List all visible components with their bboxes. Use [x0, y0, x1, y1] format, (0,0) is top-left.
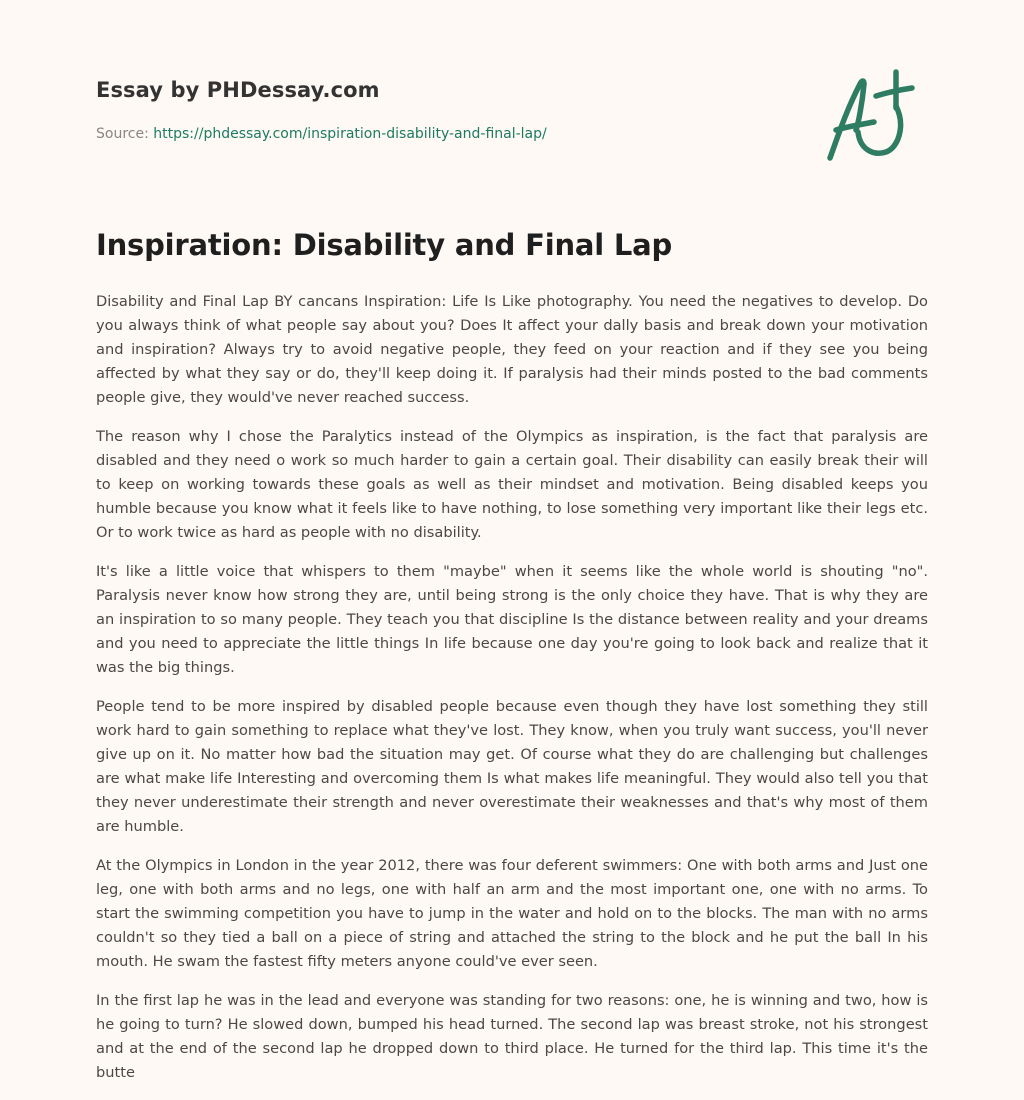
site-title: Essay by PHDessay.com — [96, 78, 380, 102]
source-line — [96, 124, 796, 144]
paragraph-3: It's like a little voice that whispers to them "maybe" when it seems like the whole world is shouting "no". Paralysis never know how strong they are, until being strong is the only choice they have. That is why they are an inspiration to so many people. They teach you that discipline Is the distance between reality and your dreams and you need to appreciate the little things In life because one day you're going to look back and realize that it was the big things. — [96, 563, 928, 676]
paragraph-2: The reason why I chose the Paralytics instead of the Olympics as inspiration, is the fact that paralysis are disabled and they need o work so much harder to gain a certain goal. Their disability can easily break their will to keep on working towards these goals as well as their mindset and motivation. Being disabled keeps you humble because you know what it feels like to have nothing, to lose something very important like their legs etc. Or to work twice as hard as people with no disability. — [96, 428, 928, 541]
essay-article — [96, 226, 928, 1100]
paragraph-5: At the Olympics in London in the year 2012, there was four deferent swimmers: One with both arms and Just one leg, one with both arms and no legs, one with half an arm and the most important one, one with no arms. To start the swimming competition you have to jump in the water and hold on to the blocks. The man with no arms couldn't so they tied a ball on a piece of string and attached the string to the block and he put the ball In his mouth. He swam the fastest fifty meters anyone could've ever seen. — [96, 857, 928, 970]
source-label: Source: — [96, 126, 154, 142]
paragraph-6: In the first lap he was in the lead and everyone was standing for two reasons: one, he is winning and two, how is he going to turn? He slowed down, bumped his head turned. The second lap was breast stroke, not his strongest and at the end of the second lap he dropped down to third place. He turned for the third lap. This time it's the butte — [96, 992, 928, 1081]
paragraph-1: Disability and Final Lap BY cancans Inspiration: Life Is Like photography. You need the negatives to develop. Do you always think of what people say about you? Does It affect your dally basis and break down your motivation and inspiration? Always try to avoid negative people, they feed on your reaction and if they see you being affected by what they say or do, they'll keep doing it. If paralysis had their minds posted to the bad comments people give, they would've never reached success. — [96, 293, 928, 406]
article-title: Inspiration: Disability and Final Lap — [96, 228, 673, 262]
a-plus-grade-icon — [818, 66, 934, 166]
page-header — [96, 76, 796, 144]
source-link[interactable]: https://phdessay.com/inspiration-disability-and-final-lap/ — [153, 126, 547, 142]
paragraph-4: People tend to be more inspired by disabled people because even though they have lost something they still work hard to gain something to replace what they've lost. They know, when you truly want success, you'll never give up on it. No matter how bad the situation may get. Of course what they do are challenging but challenges are what make life Interesting and overcoming them Is what makes life meaningful. They would also tell you that they never underestimate their strength and never overestimate their weaknesses and that's why most of them are humble. — [96, 698, 928, 835]
